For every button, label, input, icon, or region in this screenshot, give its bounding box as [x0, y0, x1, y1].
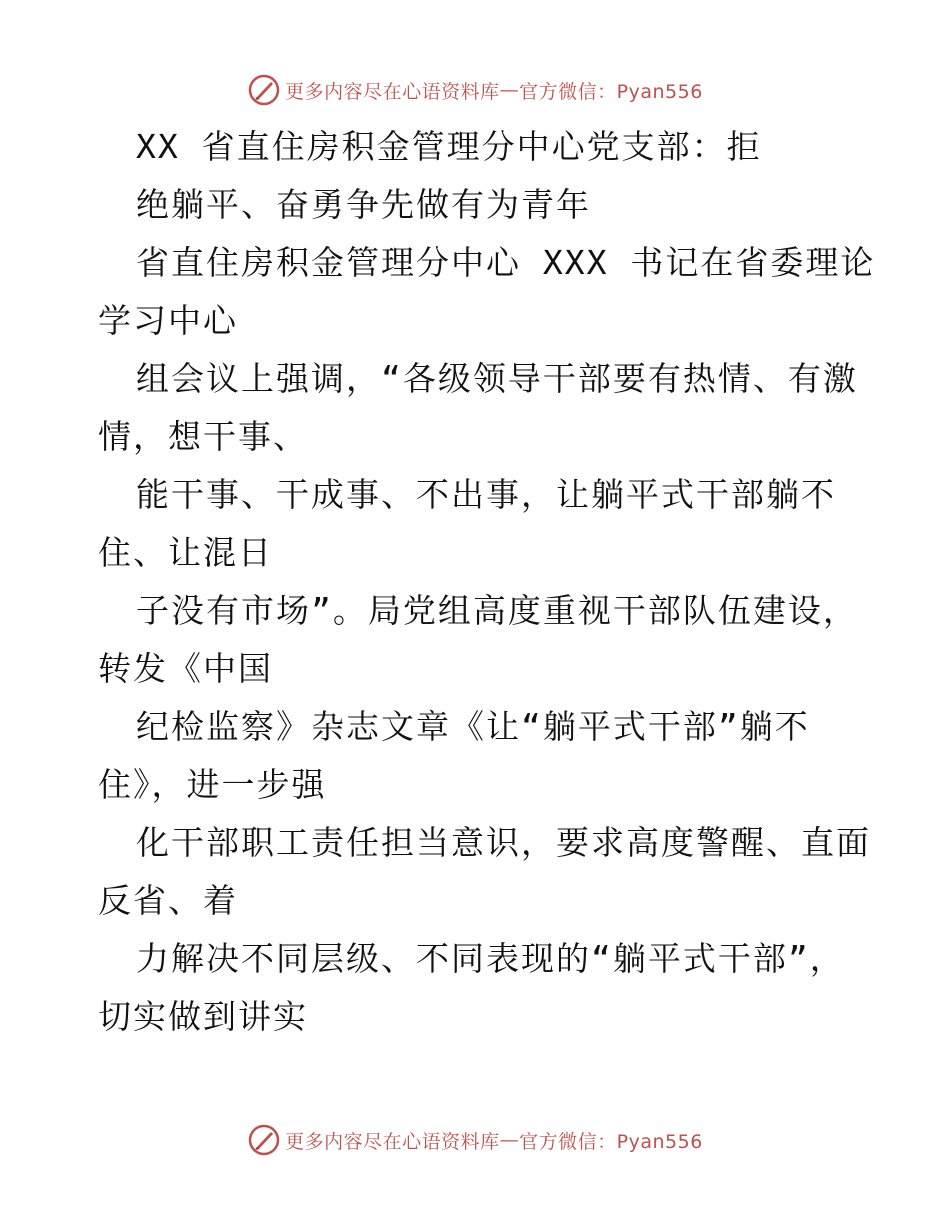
- text-line: 省直住房积金管理分中心 XXX 书记在省委理论: [136, 243, 876, 282]
- text-line: 学习中心: [98, 301, 238, 340]
- text-line: XX 省直住房积金管理分中心党支部：拒: [136, 127, 762, 166]
- banner-wechat: 官方微信：Pyan556: [519, 80, 703, 103]
- footer-banner: [0, 1120, 950, 1160]
- text-line: 绝躺平、奋勇争先做有为青年: [136, 185, 591, 224]
- text-line: 反省、着: [98, 881, 238, 920]
- text-line: 情，想干事、: [98, 417, 308, 456]
- quill-pen-logo-icon: [247, 1123, 281, 1157]
- text-line: 纪检监察》杂志文章《让“躺平式干部”躺不: [136, 707, 810, 746]
- text-line: 组会议上强调，“各级领导干部要有热情、有激: [136, 359, 858, 398]
- banner-title: 更多内容尽在心语资料库: [285, 1130, 500, 1153]
- quill-pen-logo-icon: [247, 73, 281, 107]
- text-line: 能干事、干成事、不出事，让躺平式干部躺不: [136, 475, 836, 514]
- text-line: 住》，进一步强: [98, 765, 327, 804]
- header-banner: [0, 70, 950, 110]
- text-line: 化干部职工责任担当意识，要求高度警醒、直面: [136, 823, 871, 862]
- text-line: 转发《中国: [98, 649, 273, 688]
- document-body: [98, 118, 876, 1046]
- banner-dash: —: [499, 1129, 520, 1151]
- text-line: 力解决不同层级、不同表现的“躺平式干部”，: [136, 939, 845, 978]
- banner-dash: —: [499, 79, 520, 101]
- text-line: 住、让混日: [98, 533, 273, 572]
- text-line: 子没有市场”。局党组高度重视干部队伍建设，: [136, 591, 858, 630]
- banner-wechat: 官方微信：Pyan556: [519, 1130, 703, 1153]
- banner-title: 更多内容尽在心语资料库: [285, 80, 500, 103]
- text-line: 切实做到讲实: [98, 997, 308, 1036]
